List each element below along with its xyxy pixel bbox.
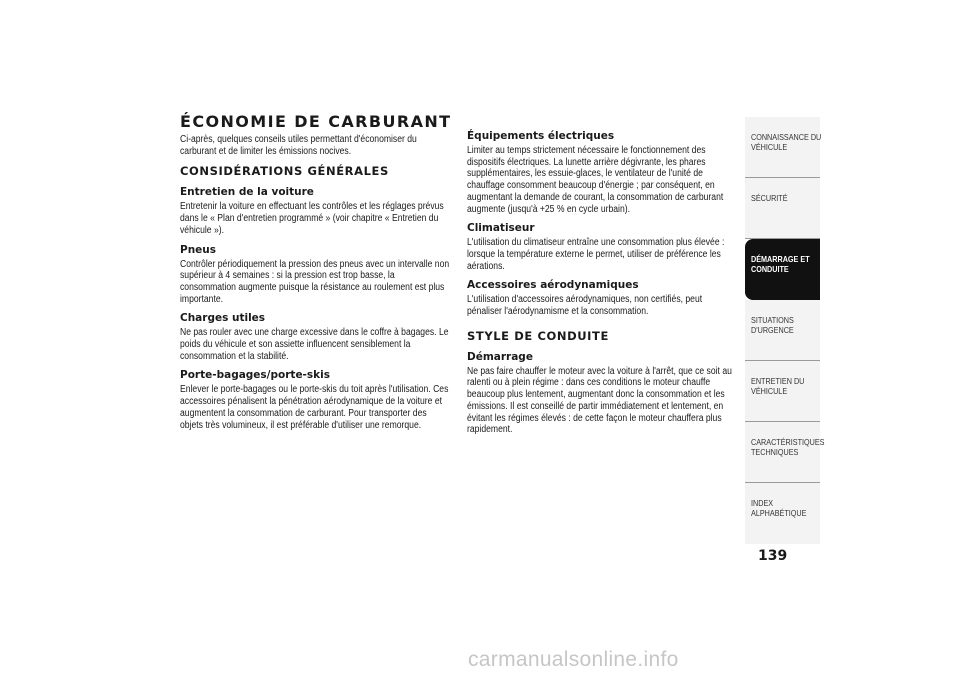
- tab-safety[interactable]: [745, 178, 820, 239]
- item-text-start: Ne pas faire chauffer le moteur avec la voiture à l'arrêt, que ce soit au ralenti ou à plein régime : dans ces conditions le moteur chauffe beaucoup plus lentement, augmentant donc la consommation et les émissions. Il est conseillé de partir immédiatement et lentement, en évitant les régimes élevés : de cette façon le moteur chauffera plus rapidement.: [467, 365, 732, 436]
- item-text-loads: Ne pas rouler avec une charge excessive dans le coffre à bagages. Le poids du véhicule et son assiette influencent sensiblement la consommation et la stabilité.: [180, 327, 449, 362]
- tab-starting-driving[interactable]: [745, 239, 820, 300]
- tab-label: CONNAISSANCE DU VÉHICULE: [751, 132, 822, 152]
- tab-label: SÉCURITÉ: [751, 193, 788, 203]
- item-heading-maintenance: Entretien de la voiture: [180, 186, 314, 199]
- intro-text: Ci-après, quelques conseils utiles permettant d'économiser du carburant et de limiter les émissions nocives.: [180, 134, 417, 157]
- item-heading-roof-rack: Porte-bagages/porte-skis: [180, 369, 330, 382]
- tab-label: DÉMARRAGE ET CONDUITE: [751, 254, 810, 274]
- item-heading-start: Démarrage: [467, 350, 533, 363]
- item-heading-loads: Charges utiles: [180, 312, 266, 325]
- left-column: [180, 112, 452, 431]
- section-heading-general: CONSIDÉRATIONS GÉNÉRALES: [180, 164, 389, 179]
- tab-emergency[interactable]: [745, 300, 820, 361]
- page-number: 139: [758, 548, 788, 564]
- item-heading-tyres: Pneus: [180, 243, 217, 256]
- tab-technical-specs[interactable]: [745, 422, 825, 483]
- item-heading-electrical: Équipements électriques: [467, 130, 615, 142]
- tab-label: INDEX ALPHABÉTIQUE: [751, 498, 807, 518]
- page-title: ÉCONOMIE DE CARBURANT: [180, 112, 452, 131]
- right-column: [467, 112, 739, 436]
- watermark: carmanualsonline.info: [468, 648, 679, 671]
- tab-index[interactable]: [745, 483, 820, 544]
- item-text-tyres: Contrôler périodiquement la pression des pneus avec un intervalle non supérieur à 4 semaines : si la pression est trop basse, la consommation augmente puisque la résistance au roulement est plus importante.: [180, 258, 450, 305]
- chapter-tabs: [745, 117, 825, 544]
- item-text-maintenance: Entretenir la voiture en effectuant les contrôles et les réglages prévus dans le « Plan d'entretien programmé » (voir chapitre « Entretien du véhicule »).: [180, 201, 444, 236]
- item-text-climate: L'utilisation du climatiseur entraîne une consommation plus élevée : lorsque la température externe le permet, utiliser de préférence les aérations.: [467, 237, 725, 272]
- item-text-roof-rack: Enlever le porte-bagages ou le porte-skis du toit après l'utilisation. Ces accessoires pénalisent la pénétration aérodynamique de la voiture et augmentent la consommation de carburant. Pour transporter des objets très volumineux, il est préférable d'utiliser une remorque.: [180, 384, 449, 431]
- tab-label: ENTRETIEN DU VÉHICULE: [751, 376, 805, 396]
- item-heading-aero: Accessoires aérodynamiques: [467, 279, 639, 292]
- tab-label: CARACTÉRISTIQUES TECHNIQUES: [751, 437, 825, 457]
- tab-vehicle-knowledge[interactable]: [745, 117, 820, 178]
- item-text-electrical: Limiter au temps strictement nécessaire le fonctionnement des dispositifs électriques. La lunette arrière dégivrante, les phares supplémentaires, les essuie-glaces, le ventilateur de l'unité de chauffage consomment beaucoup d'énergie ; par conséquent, en augmentant la demande de courant, la consommation de carburant augmente (jusqu'à +25 % en cycle urbain).: [467, 145, 724, 215]
- tab-maintenance[interactable]: [745, 361, 820, 422]
- item-text-aero: L'utilisation d'accessoires aérodynamiques, non certifiés, peut pénaliser l'aérodynamisme et la consommation.: [467, 294, 703, 318]
- tab-label: SITUATIONS D'URGENCE: [751, 315, 794, 335]
- section-heading-driving: STYLE DE CONDUITE: [467, 328, 609, 343]
- item-heading-climate: Climatiseur: [467, 222, 535, 235]
